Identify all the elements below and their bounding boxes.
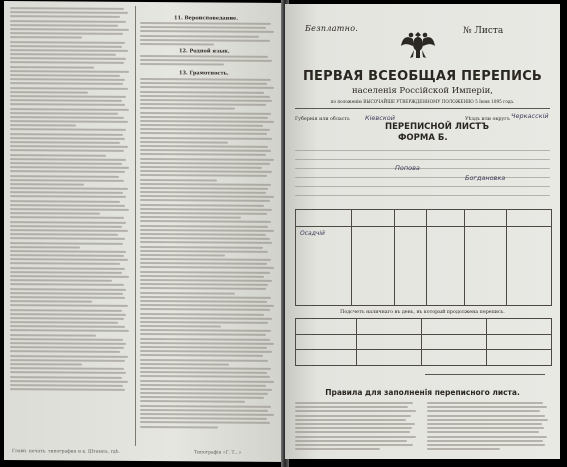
heading-literacy: 13. Грамотность. — [179, 70, 229, 77]
rules-text-right — [427, 402, 549, 452]
left-footer-imprint: Главн. печать. типография и к. Штампъ, гдѣ. — [12, 449, 120, 455]
village-value: Попова — [395, 164, 420, 172]
imperial-eagle-icon — [400, 28, 436, 62]
rules-title: Правила для заполненія переписного листа. — [325, 388, 520, 397]
sheet-number-label: № Листа — [463, 26, 504, 36]
guberniya-value: Кіевской — [365, 114, 395, 122]
signature-line — [425, 374, 545, 375]
form-title: ПЕРЕПИСНОЙ ЛИСТЪ — [385, 122, 490, 132]
left-column-text — [10, 7, 130, 393]
uezd-value: Черкасскій — [511, 112, 549, 120]
document-title: ПЕРВАЯ ВСЕОБЩАЯ ПЕРЕПИСЬ — [302, 69, 543, 84]
household-table — [295, 209, 552, 306]
summary-table — [295, 318, 552, 366]
decree-line: по положенію ВЫСОЧАЙШЕ УТВЕРЖДЕННОМУ ПОЛОЖЕНІЮ 5 Іюня 1895 года. — [330, 99, 515, 104]
summary-header: Подсчетъ наличнаго въ день, въ который продолжена перепись. — [340, 310, 505, 315]
heading-religion: 11. Вероисповедание. — [174, 15, 238, 22]
header-rule — [295, 108, 550, 109]
free-stamp: Безплатно. — [305, 24, 359, 33]
rules-text-left — [295, 402, 417, 452]
form-fields — [295, 150, 550, 204]
right-column-text-3 — [140, 78, 275, 431]
right-column-text-2 — [140, 55, 275, 69]
guberniya-label: Губернія или область — [295, 117, 350, 122]
column-divider — [135, 6, 136, 446]
uezd-label: Уѣздъ или округъ — [465, 117, 510, 122]
left-page — [4, 1, 285, 462]
left-footer-printer: Типографія «Г. Т...» — [194, 450, 242, 456]
document-subtitle: населенія Россійской Имперіи, — [352, 86, 493, 96]
table-entry-name: Осадчій — [300, 230, 325, 237]
heading-native-language: 12. Родной язык. — [179, 48, 230, 55]
right-column-text-1 — [140, 22, 275, 48]
right-page — [285, 4, 560, 459]
form-name: ФОРМА Б. — [398, 133, 448, 143]
settlement-value: Богдановка — [465, 174, 506, 182]
